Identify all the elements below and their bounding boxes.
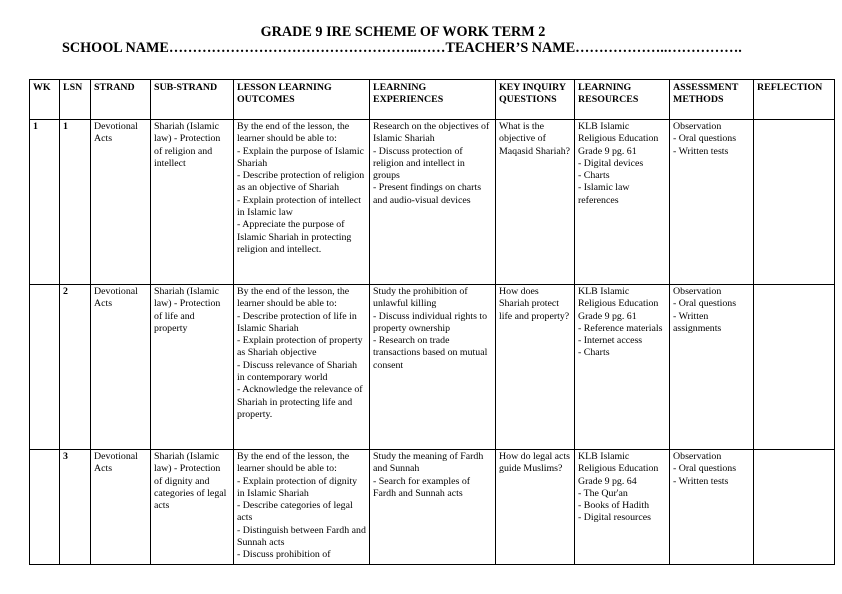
cell-lsn: 1 <box>60 120 91 285</box>
outcome-line: By the end of the lesson, the learner should be able to: <box>237 121 350 145</box>
outcome-line: - Distinguish between Fardh and Sunnah acts <box>237 524 366 549</box>
experience-line: - Present findings on charts and audio-visual devices <box>373 182 482 206</box>
cell-experiences <box>370 450 496 565</box>
cell-outcomes <box>234 120 370 285</box>
table-row <box>30 120 835 285</box>
resource-line: - Islamic law references <box>578 182 630 206</box>
cell-assessment <box>670 120 754 285</box>
cell-inquiry: How do legal acts guide Muslims? <box>496 450 575 565</box>
assessment-line: - Oral questions <box>673 463 737 475</box>
outcome-line: - Explain protection of dignity in Islamic Shariah <box>237 475 358 499</box>
cell-wk <box>30 450 60 565</box>
table-header-row <box>30 80 835 120</box>
outcome-line: - Describe categories of legal acts <box>237 500 353 524</box>
scheme-of-work-table <box>29 79 835 565</box>
assessment-line: - Oral questions <box>673 133 737 145</box>
experience-line: - Search for examples of Fardh and Sunnah acts <box>373 475 471 499</box>
cell-lsn: 2 <box>60 285 91 450</box>
cell-reflection <box>754 285 835 450</box>
header-sub-strand: SUB-STRAND <box>151 80 234 120</box>
experience-line: - Research on trade transactions based on mutual consent <box>373 335 488 371</box>
resource-line: - Digital resources <box>578 512 651 524</box>
header-strand: STRAND <box>91 80 151 120</box>
assessment-line: - Written tests <box>673 145 729 157</box>
header-outcomes: LESSON LEARNING OUTCOMES <box>234 80 370 120</box>
header-experiences: LEARNING EXPERIENCES <box>370 80 496 120</box>
resource-line: - Charts <box>578 347 610 359</box>
cell-sub-strand: Shariah (Islamic law) - Protection of religion and intellect <box>151 120 234 285</box>
header-resources: LEARNING RESOURCES <box>575 80 670 120</box>
experience-line: - Discuss individual rights to property ownership <box>373 310 488 334</box>
resource-line: - The Qur'an <box>578 487 628 499</box>
cell-strand: Devotional Acts <box>91 450 151 565</box>
cell-sub-strand: Shariah (Islamic law) - Protection of dignity and categories of legal acts <box>151 450 234 565</box>
resource-line: KLB Islamic Religious Education Grade 9 pg. 61 <box>578 286 659 322</box>
cell-sub-strand: Shariah (Islamic law) - Protection of life and property <box>151 285 234 450</box>
outcome-line: By the end of the lesson, the learner should be able to: <box>237 286 350 310</box>
assessment-line: - Written assignments <box>673 310 722 334</box>
cell-resources <box>575 450 670 565</box>
resource-line: - Charts <box>578 170 610 182</box>
cell-reflection <box>754 450 835 565</box>
cell-assessment <box>670 450 754 565</box>
cell-resources <box>575 120 670 285</box>
experience-line: Research on the objectives of Islamic Shariah <box>373 121 490 145</box>
outcome-line: - Explain the purpose of Islamic Shariah <box>237 145 364 169</box>
cell-wk: 1 <box>30 120 60 285</box>
experience-line: Study the meaning of Fardh and Sunnah <box>373 451 484 475</box>
outcome-line: - Explain protection of property as Shariah objective <box>237 335 363 359</box>
resource-line: - Digital devices <box>578 157 644 169</box>
table-row <box>30 285 835 450</box>
school-teacher-line <box>62 40 742 56</box>
cell-lsn: 3 <box>60 450 91 565</box>
cell-assessment <box>670 285 754 450</box>
school-name-label: SCHOOL NAME……………………………………………..…… <box>62 40 446 56</box>
outcome-line: - Explain protection of intellect in Islamic law <box>237 194 361 219</box>
experience-line: Study the prohibition of unlawful killing <box>373 286 468 310</box>
resource-line: KLB Islamic Religious Education Grade 9 pg. 61 <box>578 121 659 157</box>
outcome-line: - Appreciate the purpose of Islamic Shariah in protecting religion and intellect. <box>237 219 352 255</box>
cell-inquiry: What is the objective of Maqasid Shariah? <box>496 120 575 285</box>
outcome-line: - Discuss prohibition of <box>237 549 331 561</box>
header-wk: WK <box>30 80 60 120</box>
assessment-line: Observation <box>673 451 722 462</box>
outcome-line: - Acknowledge the relevance of Shariah in protecting life and property. <box>237 384 363 420</box>
header-reflection: REFLECTION <box>754 80 835 120</box>
cell-resources <box>575 285 670 450</box>
header-inquiry: KEY INQUIRY QUESTIONS <box>496 80 575 120</box>
outcome-line: By the end of the lesson, the learner should be able to: <box>237 451 350 475</box>
cell-experiences <box>370 120 496 285</box>
cell-strand: Devotional Acts <box>91 120 151 285</box>
cell-wk <box>30 285 60 450</box>
cell-outcomes <box>234 450 370 565</box>
assessment-line: Observation <box>673 286 722 297</box>
header-lsn: LSN <box>60 80 91 120</box>
cell-reflection <box>754 120 835 285</box>
assessment-line: - Written tests <box>673 475 729 487</box>
teacher-name-label: TEACHER’S NAME………………..……………. <box>445 40 742 56</box>
outcome-line: - Discuss relevance of Shariah in contemporary world <box>237 359 358 384</box>
cell-outcomes <box>234 285 370 450</box>
cell-strand: Devotional Acts <box>91 285 151 450</box>
resource-line: - Books of Hadith <box>578 500 650 512</box>
assessment-line: - Oral questions <box>673 298 737 310</box>
table-row <box>30 450 835 565</box>
document-title: GRADE 9 IRE SCHEME OF WORK TERM 2 <box>260 24 546 40</box>
resource-line: - Reference materials <box>578 322 663 334</box>
resource-line: KLB Islamic Religious Education Grade 9 pg. 64 <box>578 451 659 487</box>
resource-line: - Internet access <box>578 335 643 347</box>
header-assessment: ASSESSMENT METHODS <box>670 80 754 120</box>
cell-inquiry: How does Shariah protect life and property? <box>496 285 575 450</box>
assessment-line: Observation <box>673 121 722 132</box>
outcome-line: - Describe protection of life in Islamic Shariah <box>237 310 357 334</box>
cell-experiences <box>370 285 496 450</box>
outcome-line: - Describe protection of religion as an objective of Shariah <box>237 170 365 194</box>
experience-line: - Discuss protection of religion and intellect in groups <box>373 145 465 182</box>
